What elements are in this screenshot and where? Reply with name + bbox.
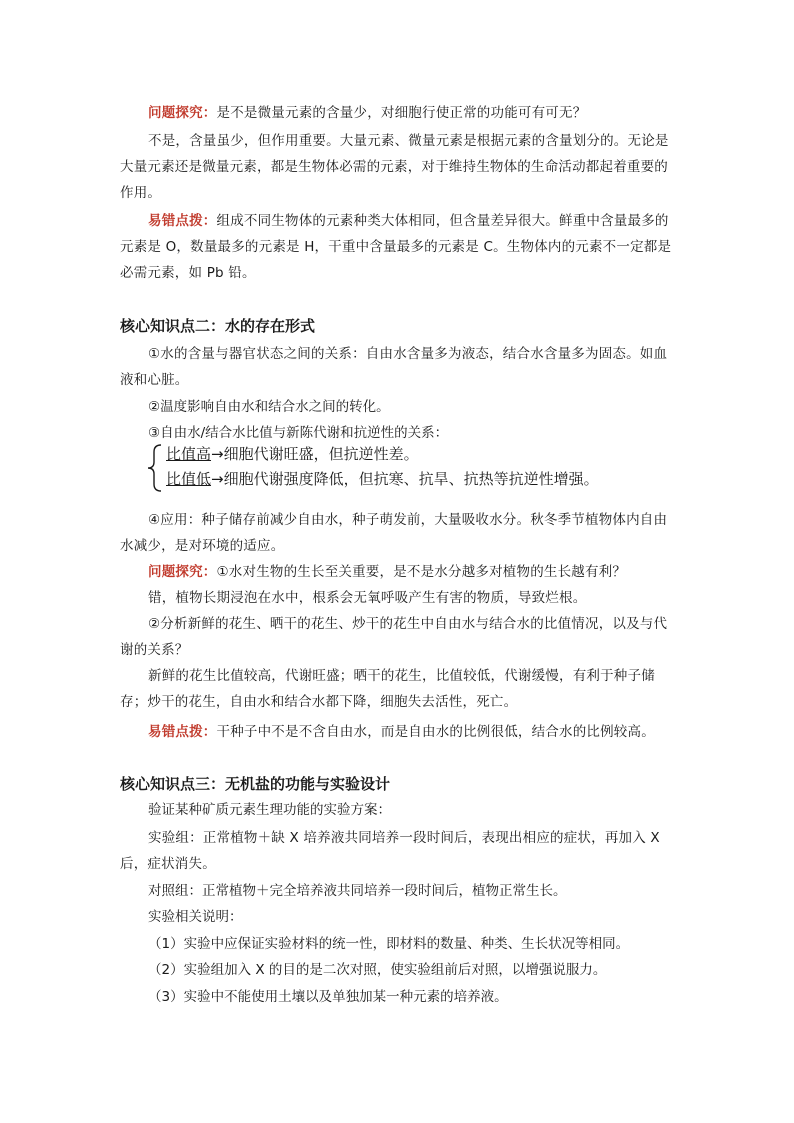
water-error-label: 易错点拨：: [148, 724, 217, 740]
water-error-text: 干种子中不是不含自由水，而是自由水的比例很低，结合水的比例较高。: [216, 724, 655, 740]
curly-brace-icon: [146, 443, 164, 493]
notes-title: 实验相关说明：: [148, 909, 243, 925]
ratio-low-key: 比值低: [166, 470, 212, 488]
ratio-high-key: 比值高: [166, 445, 212, 463]
error-tip-text: 组成不同生物体的元素种类大体相同，但含量差异很大。鲜重中含量最多的元素是 O，数量最多的元素是 H，干重中含量最多的元素是 C。生物体内的元素不一定都是必需元素，如 Pb 铅。: [120, 213, 672, 281]
water-item-2: ②温度影响自由水和结合水之间的转化。: [148, 399, 390, 415]
water-item-4: ④应用：种子储存前减少自由水，种子萌发前，大量吸收水分。秋冬季节植物体内自由水减少，是对环境的适应。: [120, 512, 668, 554]
water-item-1: ①水的含量与器官状态之间的关系：自由水含量多为液态，结合水含量多为固态。如血液和心脏。: [120, 346, 668, 388]
water-inquiry-a1: 错，植物长期浸泡在水中，根系会无氧呼吸产生有害的物质，导致烂根。: [148, 590, 587, 606]
inquiry-paragraph: [120, 100, 676, 126]
error-tip-label: 易错点拨：: [148, 213, 217, 229]
note-1: （1）实验中应保证实验材料的统一性，即材料的数量、种类、生长状况等相同。: [148, 936, 630, 952]
ratio-brace-group: [146, 443, 666, 493]
inquiry-text: 是不是微量元素的含量少，对细胞行使正常的功能可有可无？: [216, 105, 587, 121]
water-inquiry-label: 问题探究：: [148, 564, 217, 580]
ratio-low-line: [166, 468, 599, 490]
inquiry-answer: 不是，含量虽少，但作用重要。大量元素、微量元素是根据元素的含量划分的。无论是大量元素还是微量元素，都是生物体必需的元素，对于维持生物体的生命活动都起着重要的作用。: [120, 133, 669, 201]
ratio-high-line: [166, 443, 419, 465]
control-group: 对照组：正常植物＋完全培养液共同培养一段时间后，植物正常生长。: [148, 883, 567, 899]
section-heading-water: 核心知识点二：水的存在形式: [120, 317, 316, 335]
inquiry-label: 问题探究：: [148, 105, 217, 121]
experiment-group: 实验组：正常植物＋缺 X 培养液共同培养一段时间后，表现出相应的症状，再加入 X 后，症状消失。: [120, 830, 660, 872]
water-item-3: ③自由水/结合水比值与新陈代谢和抗逆性的关系：: [148, 425, 449, 441]
water-inquiry-a2: 新鲜的花生比值较高，代谢旺盛；晒干的花生，比值较低，代谢缓慢，有利于种子储存；炒干的花生，自由水和结合水都下降，细胞失去活性，死亡。: [120, 668, 655, 710]
note-2: （2）实验组加入 X 的目的是二次对照，使实验组前后对照，以增强说服力。: [148, 962, 607, 978]
water-error-tip: [120, 719, 676, 745]
error-tip-paragraph: [120, 208, 676, 286]
note-3: （3）实验中不能使用土壤以及单独加某一种元素的培养液。: [148, 989, 508, 1005]
section-heading-salt: 核心知识点三：无机盐的功能与实验设计: [120, 775, 391, 793]
water-inquiry-q2: ②分析新鲜的花生、晒干的花生、炒干的花生中自由水与结合水的比值情况，以及与代谢的关系？: [120, 616, 668, 658]
water-inquiry-q1-text: ①水对生物的生长至关重要，是不是水分越多对植物的生长越有利？: [216, 564, 627, 580]
ratio-low-rest: →细胞代谢强度降低，但抗寒、抗旱、抗热等抗逆性增强。: [211, 470, 599, 488]
ratio-high-rest: →细胞代谢旺盛，但抗逆性差。: [211, 445, 419, 463]
salt-intro: 验证某种矿质元素生理功能的实验方案：: [148, 802, 391, 818]
water-inquiry-q1: [120, 559, 676, 585]
